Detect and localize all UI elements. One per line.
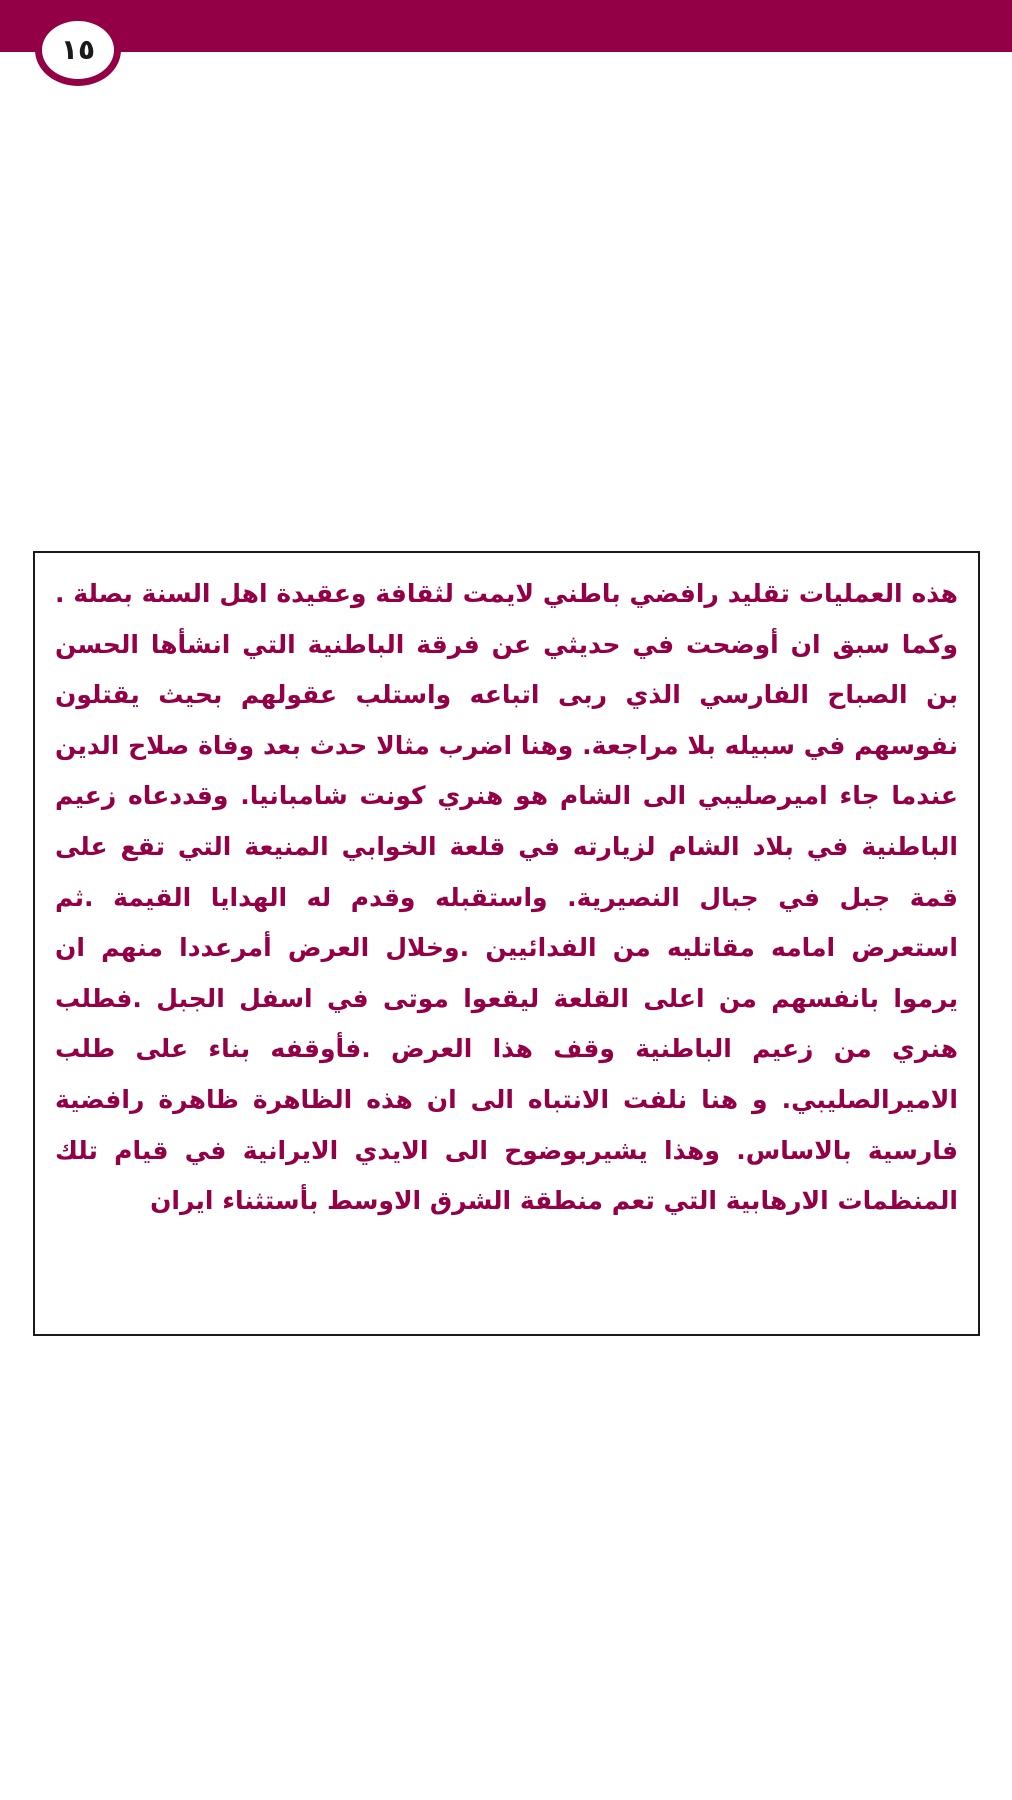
page-number-badge	[35, 14, 121, 86]
page-number: ١٥	[60, 33, 96, 66]
body-paragraph: هذه العمليات تقليد رافضي باطني لايمت لثقافة وعقيدة اهل السنة بصلة . وكما سبق ان أوضحت في حديثي عن فرقة الباطنية التي انشأها الحسن بن الصباح الفارسي الذي ربى اتباعه واستلب عقولهم بحيث يقتلون نفوسهم في سبيله بلا مراجعة. وهنا اضرب مثالا حدث بعد وفاة صلاح الدين عندما جاء اميرصليبي الى الشام هو هنري كونت شامبانيا. وقددعاه زعيم الباطنية في بلاد الشام لزيارته في قلعة الخوابي المنيعة التي تقع على قمة جبل في جبال النصيرية. واستقبله وقدم له الهدايا القيمة .ثم استعرض امامه مقاتليه من الفدائيين .وخلال العرض أمرعددا منهم ان يرموا بانفسهم من اعلى القلعة ليقعوا موتى في اسفل الجبل .فطلب هنري من زعيم الباطنية وقف هذا العرض .فأوقفه بناء على طلب الاميرالصليبي. و هنا نلفت الانتباه الى ان هذه الظاهرة ظاهرة رافضية فارسية بالاساس. وهذا يشيربوضوح الى الايدي الايرانية في قيام تلك المنظمات الارهابية التي تعم منطقة الشرق الاوسط بأستثناء ايران	[55, 579, 958, 1216]
header-band	[0, 0, 1012, 52]
text-box	[33, 551, 980, 1336]
